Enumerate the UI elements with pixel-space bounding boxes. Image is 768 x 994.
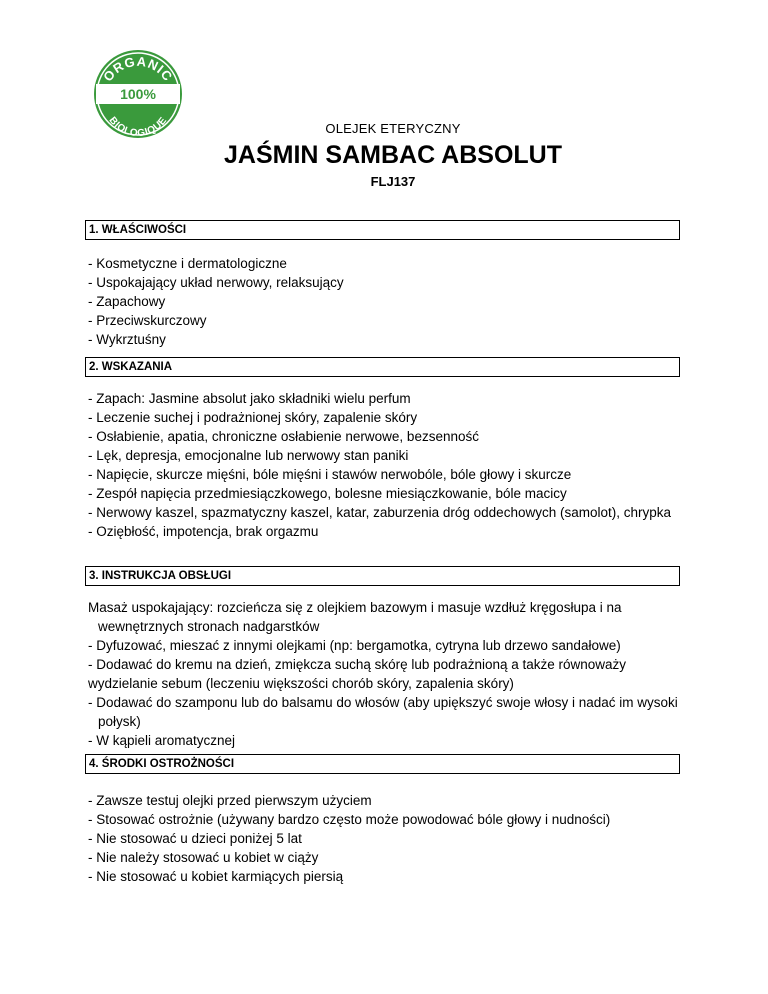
list-item: - Oziębłość, impotencja, brak orgazmu (88, 522, 678, 541)
list-item: - Zawsze testuj olejki przed pierwszym użyciem (88, 791, 678, 810)
indications-list (88, 389, 678, 541)
section-heading-indications: 2. WSKAZANIA (85, 357, 680, 377)
section-heading-precautions: 4. ŚRODKI OSTROŻNOŚCI (85, 754, 680, 774)
list-item: - Zespół napięcia przedmiesiączkowego, bolesne miesiączkowanie, bóle macicy (88, 484, 678, 503)
list-item-part: Dodawać do kremu na dzień, zmiękcza suchą skórę lub podrażnioną a także równoważy (96, 657, 627, 672)
list-item: - Zapachowy (88, 292, 678, 311)
product-code: FLJ137 (370, 174, 416, 189)
list-item: - Osłabienie, apatia, chroniczne osłabienie nerwowe, bezsenność (88, 427, 678, 446)
product-category: OLEJEK ETERYCZNY (325, 121, 461, 136)
list-item-continuation: wydzielanie sebum (leczeniu większości chorób skóry, zapalenia skóry) (88, 676, 514, 691)
list-item: - Uspokajający układ nerwowy, relaksujący (88, 273, 678, 292)
instructions-list (88, 598, 678, 750)
list-item: - Dyfuzować, mieszać z innymi olejkami (np: bergamotka, cytryna lub drzewo sandałowe) (88, 636, 678, 655)
list-item: - Dodawać do szamponu lub do balsamu do włosów (aby upiększyć swoje włosy i nadać im wysoki połysk) (88, 693, 678, 731)
list-item: - Nerwowy kaszel, spazmatyczny kaszel, katar, zaburzenia dróg oddechowych (samolot), chrypka (88, 503, 678, 522)
section-heading-properties: 1. WŁAŚCIWOŚCI (85, 220, 680, 240)
list-item: - W kąpieli aromatycznej (88, 731, 678, 750)
instructions-intro: Masaż uspokajający: rozcieńcza się z olejkiem bazowym i masuje wzdłuż kręgosłupa i na wewnętrznych stronach nadgarstków (88, 600, 622, 634)
list-item: - Kosmetyczne i dermatologiczne (88, 254, 678, 273)
precautions-list (88, 791, 678, 886)
logo-top-text: ORGANIC (100, 53, 176, 85)
instructions-items (88, 636, 678, 655)
product-title: JAŚMIN SAMBAC ABSOLUT (224, 141, 562, 169)
list-item: - Leczenie suchej i podrażnionej skóry, zapalenie skóry (88, 408, 678, 427)
list-item: - Nie stosować u kobiet karmiących piersią (88, 867, 678, 886)
list-item: - Napięcie, skurcze mięśni, bóle mięśni i stawów nerwobóle, bóle głowy i skurcze (88, 465, 678, 484)
list-item: - Lęk, depresja, emocjonalne lub nerwowy stan paniki (88, 446, 678, 465)
list-item: - Zapach: Jasmine absolut jako składniki wielu perfum (88, 389, 678, 408)
properties-list (88, 254, 678, 349)
list-item: - Wykrztuśny (88, 330, 678, 349)
logo-center-text: 100% (120, 86, 156, 102)
instructions-items-after (88, 693, 678, 750)
logo-bottom-text: BIOLOGIQUE (106, 115, 170, 140)
list-item: - Stosować ostrożnie (używany bardzo często może powodować bóle głowy i nudności) (88, 810, 678, 829)
list-item: - Przeciwskurczowy (88, 311, 678, 330)
list-item: - Nie należy stosować u kobiet w ciąży (88, 848, 678, 867)
section-heading-instructions: 3. INSTRUKCJA OBSŁUGI (85, 566, 680, 586)
instructions-long-item: - Dodawać do kremu na dzień, zmiękcza suchą skórę lub podrażnioną a także równoważy (88, 657, 627, 672)
list-item: - Nie stosować u dzieci poniżej 5 lat (88, 829, 678, 848)
